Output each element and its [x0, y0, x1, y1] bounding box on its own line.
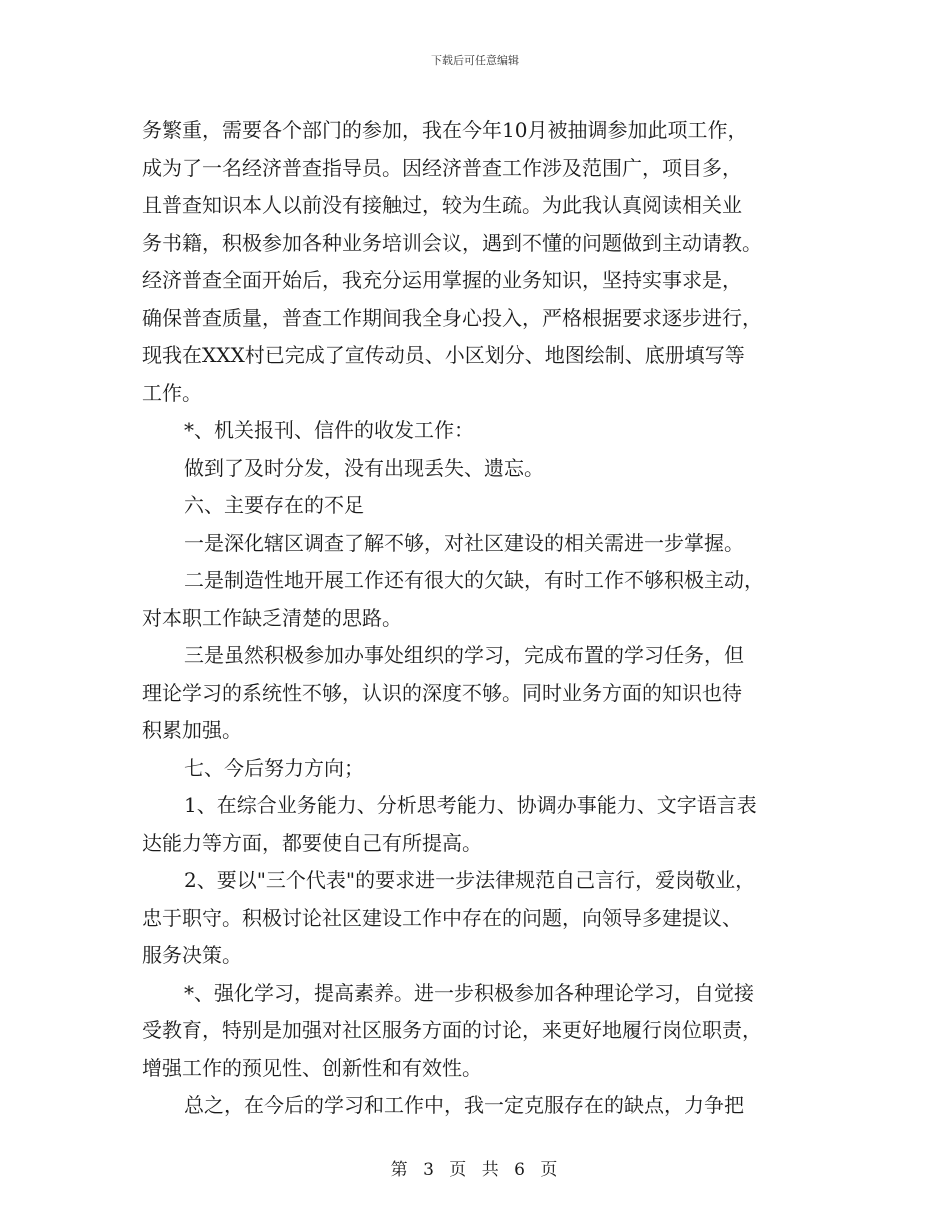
text-line: 总之，在今后的学习和工作中，我一定克服存在的缺点，力争把 [184, 1093, 744, 1117]
page-header: 下载后可任意编辑 [431, 54, 519, 67]
text-line: 达能力等方面，都要使自己有所提高。 [142, 830, 482, 855]
text-line: 做到了及时分发，没有出现丢失、遗忘。 [184, 455, 544, 480]
text-line: 成为了一名经济普查指导员。因经济普查工作涉及范围广，项目多， [142, 155, 742, 180]
section-heading: 七、今后努力方向； [184, 755, 364, 780]
text-line: 一是深化辖区调查了解不够，对社区建设的相关需进一步掌握。 [184, 530, 744, 555]
text-line: 增强工作的预见性、创新性和有效性。 [142, 1055, 482, 1080]
text-line: 三是虽然积极参加办事处组织的学习，完成布置的学习任务，但 [184, 643, 744, 667]
text-line: 工作。 [142, 380, 202, 405]
text-line: 对本职工作缺乏清楚的思路。 [142, 605, 402, 630]
text-line: 务书籍，积极参加各种业务培训会议，遇到不懂的问题做到主动请教。 [142, 230, 762, 255]
text-line: 1、在综合业务能力、分析思考能力、协调办事能力、文字语言表 [184, 793, 757, 817]
section-heading: 六、主要存在的不足 [184, 493, 364, 517]
text-line: 确保普查质量，普查工作期间我全身心投入，严格根据要求逐步进行， [142, 305, 762, 330]
text-line: 积累加强。 [142, 718, 242, 742]
text-line: 务繁重，需要各个部门的参加，我在今年10月被抽调参加此项工作， [142, 118, 748, 142]
text-line: 二是制造性地开展工作还有很大的欠缺，有时工作不够积极主动， [184, 568, 764, 592]
text-line: 2、要以"三个代表"的要求进一步法律规范自己言行，爱岗敬业， [184, 868, 756, 892]
text-line: 且普查知识本人以前没有接触过，较为生疏。为此我认真阅读相关业 [142, 193, 742, 217]
text-line: 现我在XXX村已完成了宣传动员、小区划分、地图绘制、底册填写等 [142, 343, 745, 367]
section-heading: *、机关报刊、信件的收发工作： [184, 418, 474, 442]
text-line: 理论学习的系统性不够，认识的深度不够。同时业务方面的知识也待 [142, 680, 742, 705]
page-number: 第 3 页 共 6 页 [390, 1160, 560, 1180]
text-line: 经济普查全面开始后，我充分运用掌握的业务知识，坚持实事求是， [142, 268, 742, 292]
text-line: 服务决策。 [142, 943, 242, 967]
text-line: 忠于职守。积极讨论社区建设工作中存在的问题，向领导多建提议、 [142, 905, 742, 930]
text-line: *、强化学习，提高素养。进一步积极参加各种理论学习，自觉接 [184, 980, 754, 1005]
document-body [142, 112, 812, 1125]
text-line: 受教育，特别是加强对社区服务方面的讨论，来更好地履行岗位职责， [142, 1018, 762, 1042]
